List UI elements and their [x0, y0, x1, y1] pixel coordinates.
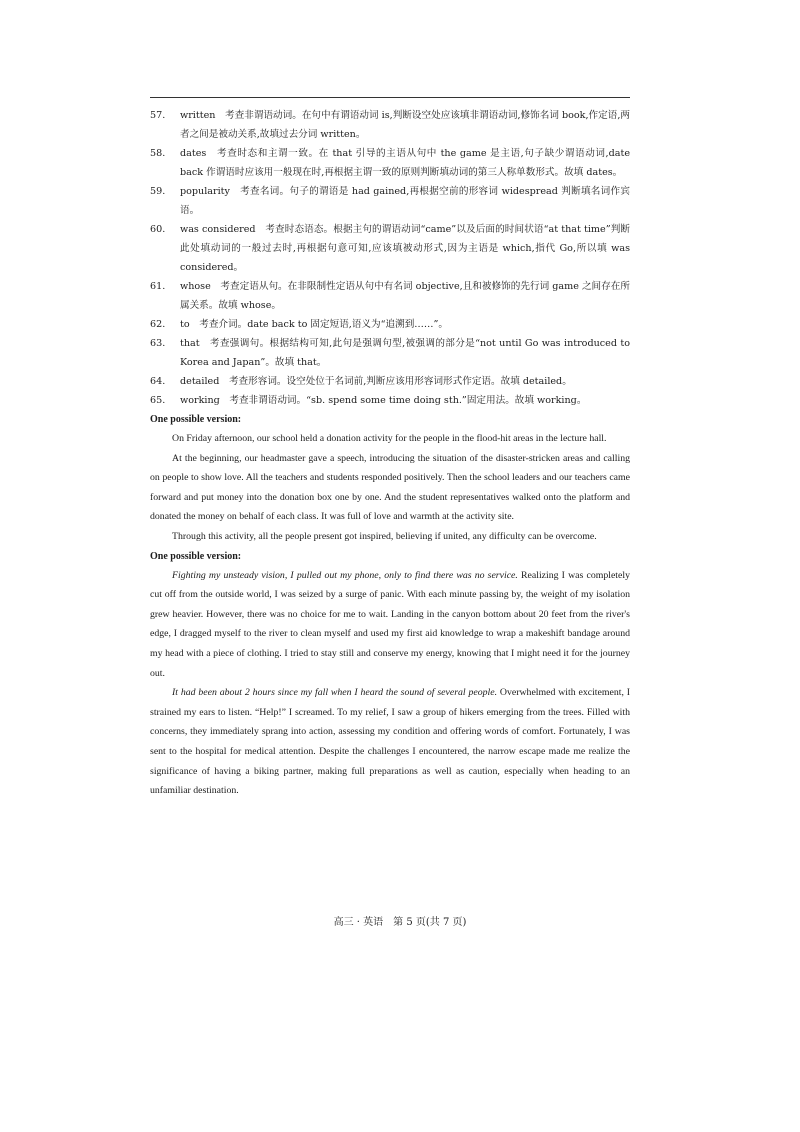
given-opening-sentence: It had been about 2 hours since my fall when I heard the sound of several people.	[172, 687, 498, 699]
answer-item	[150, 315, 630, 334]
essay-paragraph: At the beginning, our headmaster gave a speech, introducing the situation of the disaster-stricken areas and calling on people to show love. All the teachers and students responded positively. Then the school leaders and our teachers came forward and put money into the donation box one by one. And the student representatives walked onto the platform and donated the money on behalf of each class. It was full of love and warmth at the activity site.	[150, 452, 630, 523]
answer-text: that 考查强调句。根据结构可知,此句是强调句型,被强调的部分是“not until Go was introduced to Korea and Japan”。故填 that。	[180, 338, 630, 368]
essay-paragraph	[150, 566, 630, 684]
answer-number: 64.	[150, 376, 166, 387]
answer-text: to 考查介词。date back to 固定短语,语义为“追溯到……”。	[180, 319, 448, 330]
answer-text: working 考查非谓语动词。“sb. spend some time doing sth.”固定用法。故填 working。	[180, 395, 587, 406]
answer-number: 65.	[150, 395, 166, 406]
answer-item	[150, 106, 630, 144]
essay-paragraph: Through this activity, all the people present got inspired, believing if united, any difficulty can be overcome.	[172, 530, 597, 542]
page-footer: 高三 · 英语 第 5 页(共 7 页)	[333, 917, 467, 928]
answer-item	[150, 277, 630, 315]
answer-number: 60.	[150, 224, 166, 235]
answer-number: 59.	[150, 186, 166, 197]
answer-number: 62.	[150, 319, 166, 330]
answer-item	[150, 182, 630, 220]
top-rule	[150, 97, 630, 98]
essay-paragraph	[150, 683, 630, 801]
answer-item	[150, 220, 630, 277]
answer-text: dates 考查时态和主谓一致。在 that 引导的主语从句中 the game 是主语,句子缺少谓语动词,date back 作谓语时应该用一般现在时,再根据主谓一致的原则判断填动词的第三人称单数形式。故填 dates。	[180, 148, 630, 178]
answer-number: 61.	[150, 281, 166, 292]
answer-text: popularity 考查名词。句子的谓语是 had gained,再根据空前的形容词 widespread 判断填名词作宾语。	[180, 186, 630, 216]
paragraph-body: Realizing I was completely cut off from the outside world, I was seized by a surge of panic. With each minute passing by, the weight of my isolation grew heavier. However, there was no choice for me to wait. Landing in the canyon bottom about 20 feet from the river's edge, I dragged myself to the river to clean myself and used my first aid knowledge to wrap a makeshift bandage around my head with a piece of clothing. I tried to stay still and conserve my energy, knowing that I might need it for the journey out.	[150, 569, 630, 679]
given-opening-sentence: Fighting my unsteady vision, I pulled out my phone, only to find there was no service.	[172, 569, 518, 581]
answer-text: whose 考查定语从句。在非限制性定语从句中有名词 objective,且和被修饰的先行词 game 之间存在所属关系。故填 whose。	[180, 281, 630, 311]
paragraph-body: Overwhelmed with excitement, I strained my ears to listen. “Help!” I screamed. To my relief, I saw a group of hikers emerging from the trees. Filled with concerns, they immediately sprang into action, assessing my condition and offering words of comfort. Fortunately, I was sent to the hospital for medical attention. Despite the challenges I encountered, the narrow escape made me realize the significance of having a biking partner, making full preparations as well as caution, especially when heading to an unfamiliar destination.	[150, 687, 631, 797]
page-content	[150, 106, 630, 801]
answer-number: 58.	[150, 148, 166, 159]
answer-item	[150, 334, 630, 372]
answer-text: written 考查非谓语动词。在句中有谓语动词 is,判断设空处应该填非谓语动词,修饰名词 book,作定语,两者之间是被动关系,故填过去分词 written。	[180, 110, 630, 140]
answer-item	[150, 144, 630, 182]
essay-paragraph: On Friday afternoon, our school held a donation activity for the people in the flood-hit areas in the lecture hall.	[172, 433, 607, 444]
answer-item	[150, 391, 630, 410]
essay-heading: One possible version:	[150, 550, 242, 562]
sample-essay-1	[150, 410, 630, 547]
answer-number: 63.	[150, 338, 166, 349]
answer-item	[150, 372, 630, 391]
essay-heading: One possible version:	[150, 414, 242, 425]
answer-text: was considered 考查时态语态。根据主句的谓语动词“came”以及后面的时间状语“at that time”判断此处填动词的一般过去时,再根据句意可知,应该填被动形式,因为主语是 which,指代 Go,所以填 was considered。	[180, 224, 630, 273]
answer-list	[150, 106, 630, 410]
answer-number: 57.	[150, 110, 166, 121]
sample-essay-2	[150, 547, 630, 801]
answer-text: detailed 考查形容词。设空处位于名词前,判断应该用形容词形式作定语。故填 detailed。	[180, 376, 572, 387]
